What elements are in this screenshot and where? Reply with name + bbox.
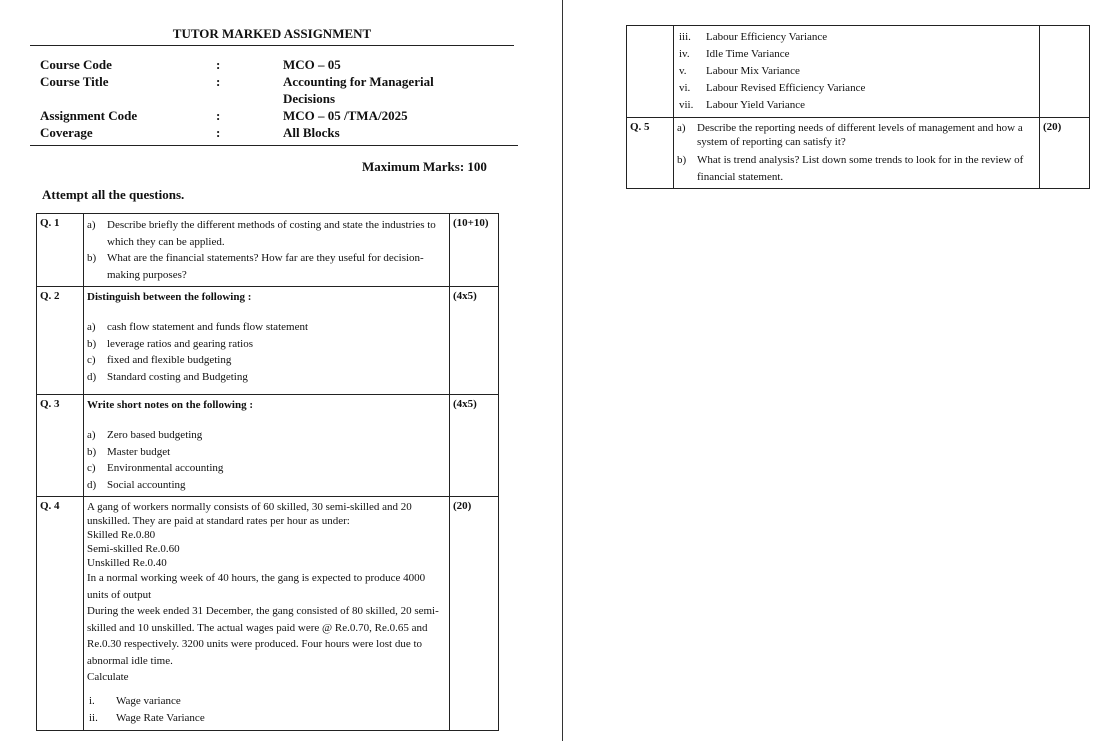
sub-text: Describe briefly the different methods of costing and state the industries to which they can be applied. bbox=[107, 219, 436, 248]
meta-colon: : bbox=[216, 74, 221, 89]
instruction: Attempt all the questions. bbox=[42, 187, 185, 202]
meta-label bbox=[40, 90, 216, 107]
sub-text: Standard costing and Budgeting bbox=[107, 370, 248, 383]
roman-numeral: ii. bbox=[89, 711, 98, 724]
sub-question bbox=[87, 460, 446, 477]
meta-value: All Blocks bbox=[283, 125, 340, 140]
question-marks: (20) bbox=[1040, 118, 1090, 189]
roman-numeral: iii. bbox=[679, 31, 691, 43]
sub-text: Environmental accounting bbox=[107, 462, 224, 474]
sub-text: What is trend analysis? List down some trends to look for in the review of financial statement. bbox=[697, 154, 1024, 183]
sub-question bbox=[87, 319, 446, 336]
sub-letter: b) bbox=[87, 252, 97, 264]
meta-row-course-title bbox=[40, 73, 510, 90]
question-row-q5 bbox=[627, 118, 1090, 189]
calc-item bbox=[89, 710, 446, 727]
meta-value: MCO – 05 bbox=[283, 57, 341, 72]
sub-text: fixed and flexible budgeting bbox=[107, 354, 232, 366]
meta-row-course-code bbox=[40, 56, 510, 73]
question-heading: Distinguish between the following : bbox=[87, 291, 252, 303]
meta-colon: : bbox=[216, 108, 221, 123]
sub-question bbox=[87, 444, 446, 461]
sub-question bbox=[87, 250, 446, 283]
calc-item-text: Labour Yield Variance bbox=[706, 99, 805, 111]
question-number: Q. 2 bbox=[37, 287, 84, 395]
question-table-right bbox=[626, 25, 1090, 189]
question-marks-empty bbox=[1040, 26, 1090, 118]
course-meta bbox=[40, 56, 510, 141]
roman-numeral: v. bbox=[679, 65, 687, 77]
roman-numeral: iv. bbox=[679, 48, 690, 60]
meta-row-course-title-cont bbox=[40, 90, 510, 107]
question-table-left bbox=[36, 213, 499, 731]
question-marks: (20) bbox=[450, 497, 499, 731]
q4-intro: A gang of workers normally consists of 60 skilled, 30 semi-skilled and 20 unskilled. They are paid at standard rates per hour as under: bbox=[87, 501, 412, 527]
meta-value: MCO – 05 /TMA/2025 bbox=[283, 108, 408, 123]
question-body bbox=[674, 118, 1040, 189]
meta-label: Course Title bbox=[40, 74, 109, 89]
question-row-q2 bbox=[37, 287, 499, 395]
rate-line: Unskilled Re.0.40 bbox=[87, 557, 167, 569]
question-marks: (4x5) bbox=[450, 287, 499, 395]
question-row-q3 bbox=[37, 395, 499, 497]
sub-text: What are the financial statements? How far are they useful for decision-making purposes? bbox=[107, 252, 424, 281]
calc-item-text: Labour Mix Variance bbox=[706, 65, 800, 77]
question-number-empty bbox=[627, 26, 674, 118]
roman-numeral: vii. bbox=[679, 99, 694, 111]
sub-text: Describe the reporting needs of different levels of management and how a system of reporting can satisfy it? bbox=[697, 122, 1023, 148]
calc-item bbox=[89, 693, 446, 710]
question-heading: Write short notes on the following : bbox=[87, 399, 254, 411]
sub-letter: a) bbox=[87, 219, 96, 231]
question-number: Q. 1 bbox=[37, 214, 84, 287]
roman-numeral: i. bbox=[89, 694, 95, 707]
rate-line: Semi-skilled Re.0.60 bbox=[87, 543, 180, 555]
meta-colon bbox=[216, 90, 283, 107]
question-body bbox=[84, 497, 450, 731]
calc-item-text: Labour Revised Efficiency Variance bbox=[706, 82, 866, 94]
sub-letter: c) bbox=[87, 354, 96, 366]
question-number: Q. 5 bbox=[627, 118, 674, 189]
sub-letter: b) bbox=[677, 154, 687, 166]
meta-row-assignment-code bbox=[40, 107, 510, 124]
meta-rule bbox=[30, 145, 518, 146]
meta-label: Course Code bbox=[40, 57, 112, 72]
meta-value: Decisions bbox=[283, 91, 335, 106]
sub-question bbox=[677, 121, 1036, 149]
meta-colon: : bbox=[216, 125, 221, 140]
calc-item-text: Labour Efficiency Variance bbox=[706, 31, 828, 43]
calc-item bbox=[679, 80, 1036, 97]
question-row-q4 bbox=[37, 497, 499, 731]
sub-text: Zero based budgeting bbox=[107, 429, 203, 441]
question-number: Q. 3 bbox=[37, 395, 84, 497]
sub-text: cash flow statement and funds flow statement bbox=[107, 321, 309, 333]
sub-letter: a) bbox=[87, 321, 96, 333]
question-row-q1 bbox=[37, 214, 499, 287]
calculate-label: Calculate bbox=[87, 671, 129, 683]
meta-label: Assignment Code bbox=[40, 108, 138, 123]
maximum-marks: Maximum Marks: 100 bbox=[362, 159, 487, 174]
sub-question bbox=[87, 369, 446, 386]
calc-item bbox=[679, 97, 1036, 114]
sub-letter: d) bbox=[87, 478, 97, 491]
question-body bbox=[84, 214, 450, 287]
sub-text: Social accounting bbox=[107, 478, 186, 491]
sub-letter: b) bbox=[87, 337, 97, 350]
calc-item-text: Idle Time Variance bbox=[706, 48, 790, 60]
sub-letter: a) bbox=[87, 429, 96, 441]
sub-question bbox=[677, 152, 1036, 185]
sub-letter: c) bbox=[87, 462, 96, 474]
q4-paragraph: During the week ended 31 December, the gang consisted of 80 skilled, 20 semi-skilled and 10 unskilled. The actual wages paid were @ Re.0.70, Re.0.65 and Re.0.30 respectively. 3200 units were produced. Four hours were lost due to abnormal idle time. bbox=[87, 605, 439, 667]
question-marks: (10+10) bbox=[450, 214, 499, 287]
sub-question bbox=[87, 427, 446, 444]
sub-question bbox=[87, 477, 446, 494]
question-body bbox=[84, 287, 450, 395]
calc-item bbox=[679, 46, 1036, 63]
roman-numeral: vi. bbox=[679, 82, 691, 94]
assignment-title: TUTOR MARKED ASSIGNMENT bbox=[172, 26, 372, 41]
question-marks: (4x5) bbox=[450, 395, 499, 497]
sub-question bbox=[87, 336, 446, 353]
meta-colon: : bbox=[216, 57, 221, 72]
sub-question bbox=[87, 217, 446, 250]
sub-letter: b) bbox=[87, 445, 97, 458]
sub-question bbox=[87, 352, 446, 369]
question-number: Q. 4 bbox=[37, 497, 84, 731]
calc-item bbox=[679, 63, 1036, 80]
rate-line: Skilled Re.0.80 bbox=[87, 529, 156, 541]
question-row-q4-continued bbox=[627, 26, 1090, 118]
sub-text: leverage ratios and gearing ratios bbox=[107, 337, 253, 350]
question-body bbox=[84, 395, 450, 497]
meta-value: Accounting for Managerial bbox=[283, 74, 434, 89]
meta-label: Coverage bbox=[40, 125, 93, 140]
question-body bbox=[674, 26, 1040, 118]
sub-letter: a) bbox=[677, 122, 686, 134]
title-rule bbox=[30, 45, 514, 46]
meta-row-coverage bbox=[40, 124, 510, 141]
calc-item-text: Wage Rate Variance bbox=[116, 711, 205, 724]
calc-item bbox=[679, 29, 1036, 46]
sub-letter: d) bbox=[87, 370, 97, 383]
calc-item-text: Wage variance bbox=[116, 694, 181, 707]
sub-text: Master budget bbox=[107, 445, 171, 458]
q4-paragraph: In a normal working week of 40 hours, the gang is expected to produce 4000 units of output bbox=[87, 572, 426, 601]
